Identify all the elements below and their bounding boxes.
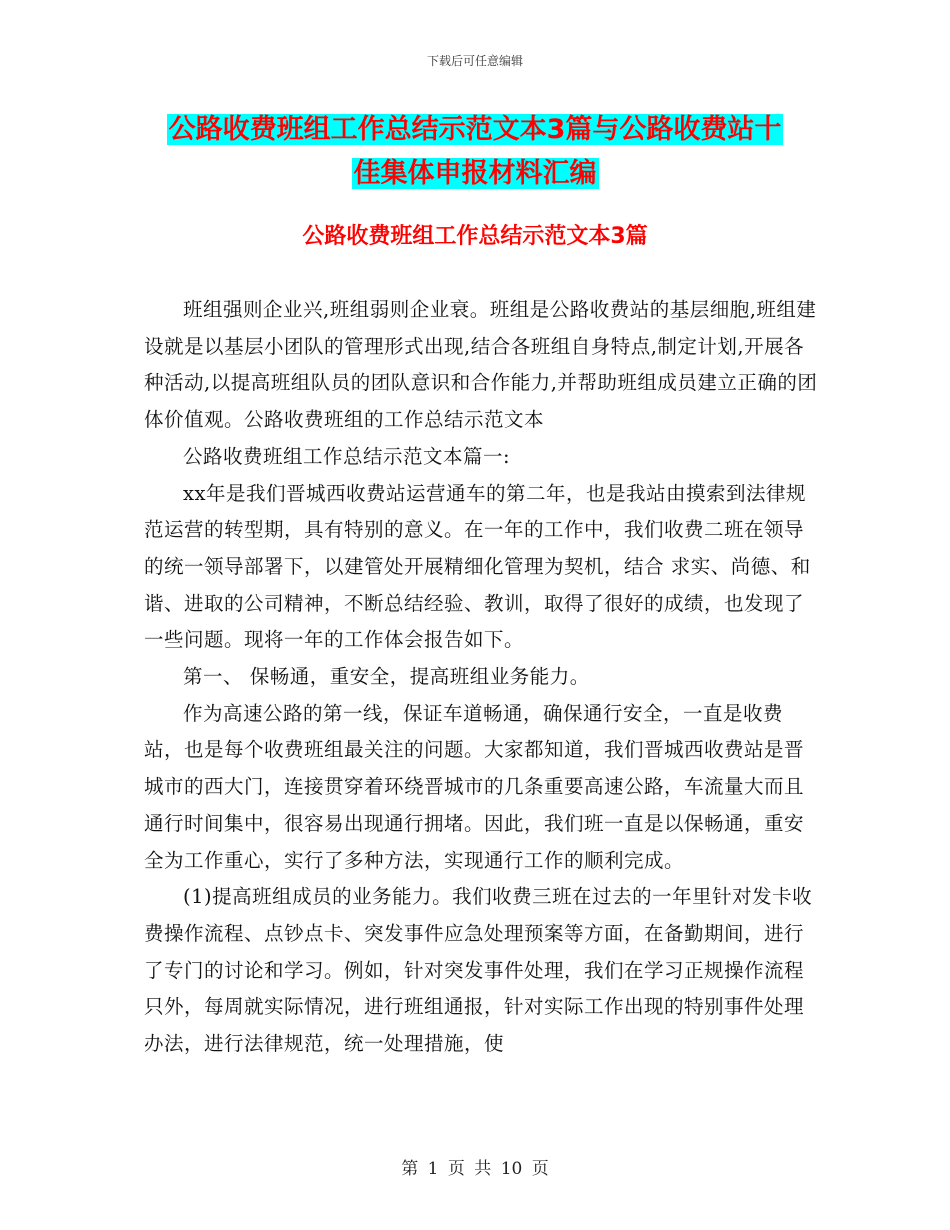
paragraph-intro: 班组强则企业兴,班组弱则企业衰。班组是公路收费站的基层细胞,班组建设就是以基层小团队的管理形式出现,结合各班组自身特点,制定计划,开展各种活动,以提高班组队员的团队意识和合作能力,并帮助班组成员建立正确的团体价值观。公路收费班组的工作总结示范文本 <box>144 298 818 432</box>
document-title-line2: 佳集体申报材料汇编 <box>353 158 597 189</box>
paragraph-traffic-safety: 作为高速公路的第一线，保证车道畅通，确保通行安全，一直是收费站，也是每个收费班组最关注的问题。大家都知道，我们晋城西收费站是晋城市的西大门，连接贯穿着环绕晋城市的几条重要高速公路，车流量大而且通行时间集中，很容易出现通行拥堵。因此，我们班一直是以保畅通，重安全为工作重心，实行了多种方法，实现通行工作的顺利完成。 <box>144 701 805 872</box>
paragraph-overview: xx年是我们晋城西收费站运营通车的第二年，也是我站由摸索到法律规范运营的转型期，具有特别的意义。在一年的工作中，我们收费二班在领导的统一领导部署下，以建管处开展精细化管理为契机，结合 求实、尚德、和谐、进取的公司精神，不断总结经验、教训，取得了很好的成绩，也发现了一些问题。现将一年的工作体会报告如下。 <box>144 481 811 652</box>
document-title-line1: 公路收费班组工作总结示范文本3篇与公路收费站十 <box>168 114 782 145</box>
paragraph-skills: (1)提高班组成员的业务能力。我们收费三班在过去的一年里针对发卡收费操作流程、点钞点卡、突发事件应急处理预案等方面，在备勤期间，进行了专门的讨论和学习。例如，针对突发事件处理，我们在学习正规操作流程只外，每周就实际情况，进行班组通报，针对实际工作出现的特别事件处理办法，进行法律规范，统一处理措施，使 <box>144 885 813 1056</box>
header-note: 下载后可任意编辑 <box>426 54 523 68</box>
page-number-footer: 第 1 页 共 10 页 <box>401 1159 549 1179</box>
document-title <box>0 108 950 196</box>
document-body <box>144 292 820 1063</box>
section-title: 公路收费班组工作总结示范文本3篇 <box>302 224 648 249</box>
paragraph-section-one-heading: 第一、 保畅通，重安全，提高班组业务能力。 <box>183 665 590 689</box>
paragraph-part-one-heading: 公路收费班组工作总结示范文本篇一: <box>183 444 511 468</box>
